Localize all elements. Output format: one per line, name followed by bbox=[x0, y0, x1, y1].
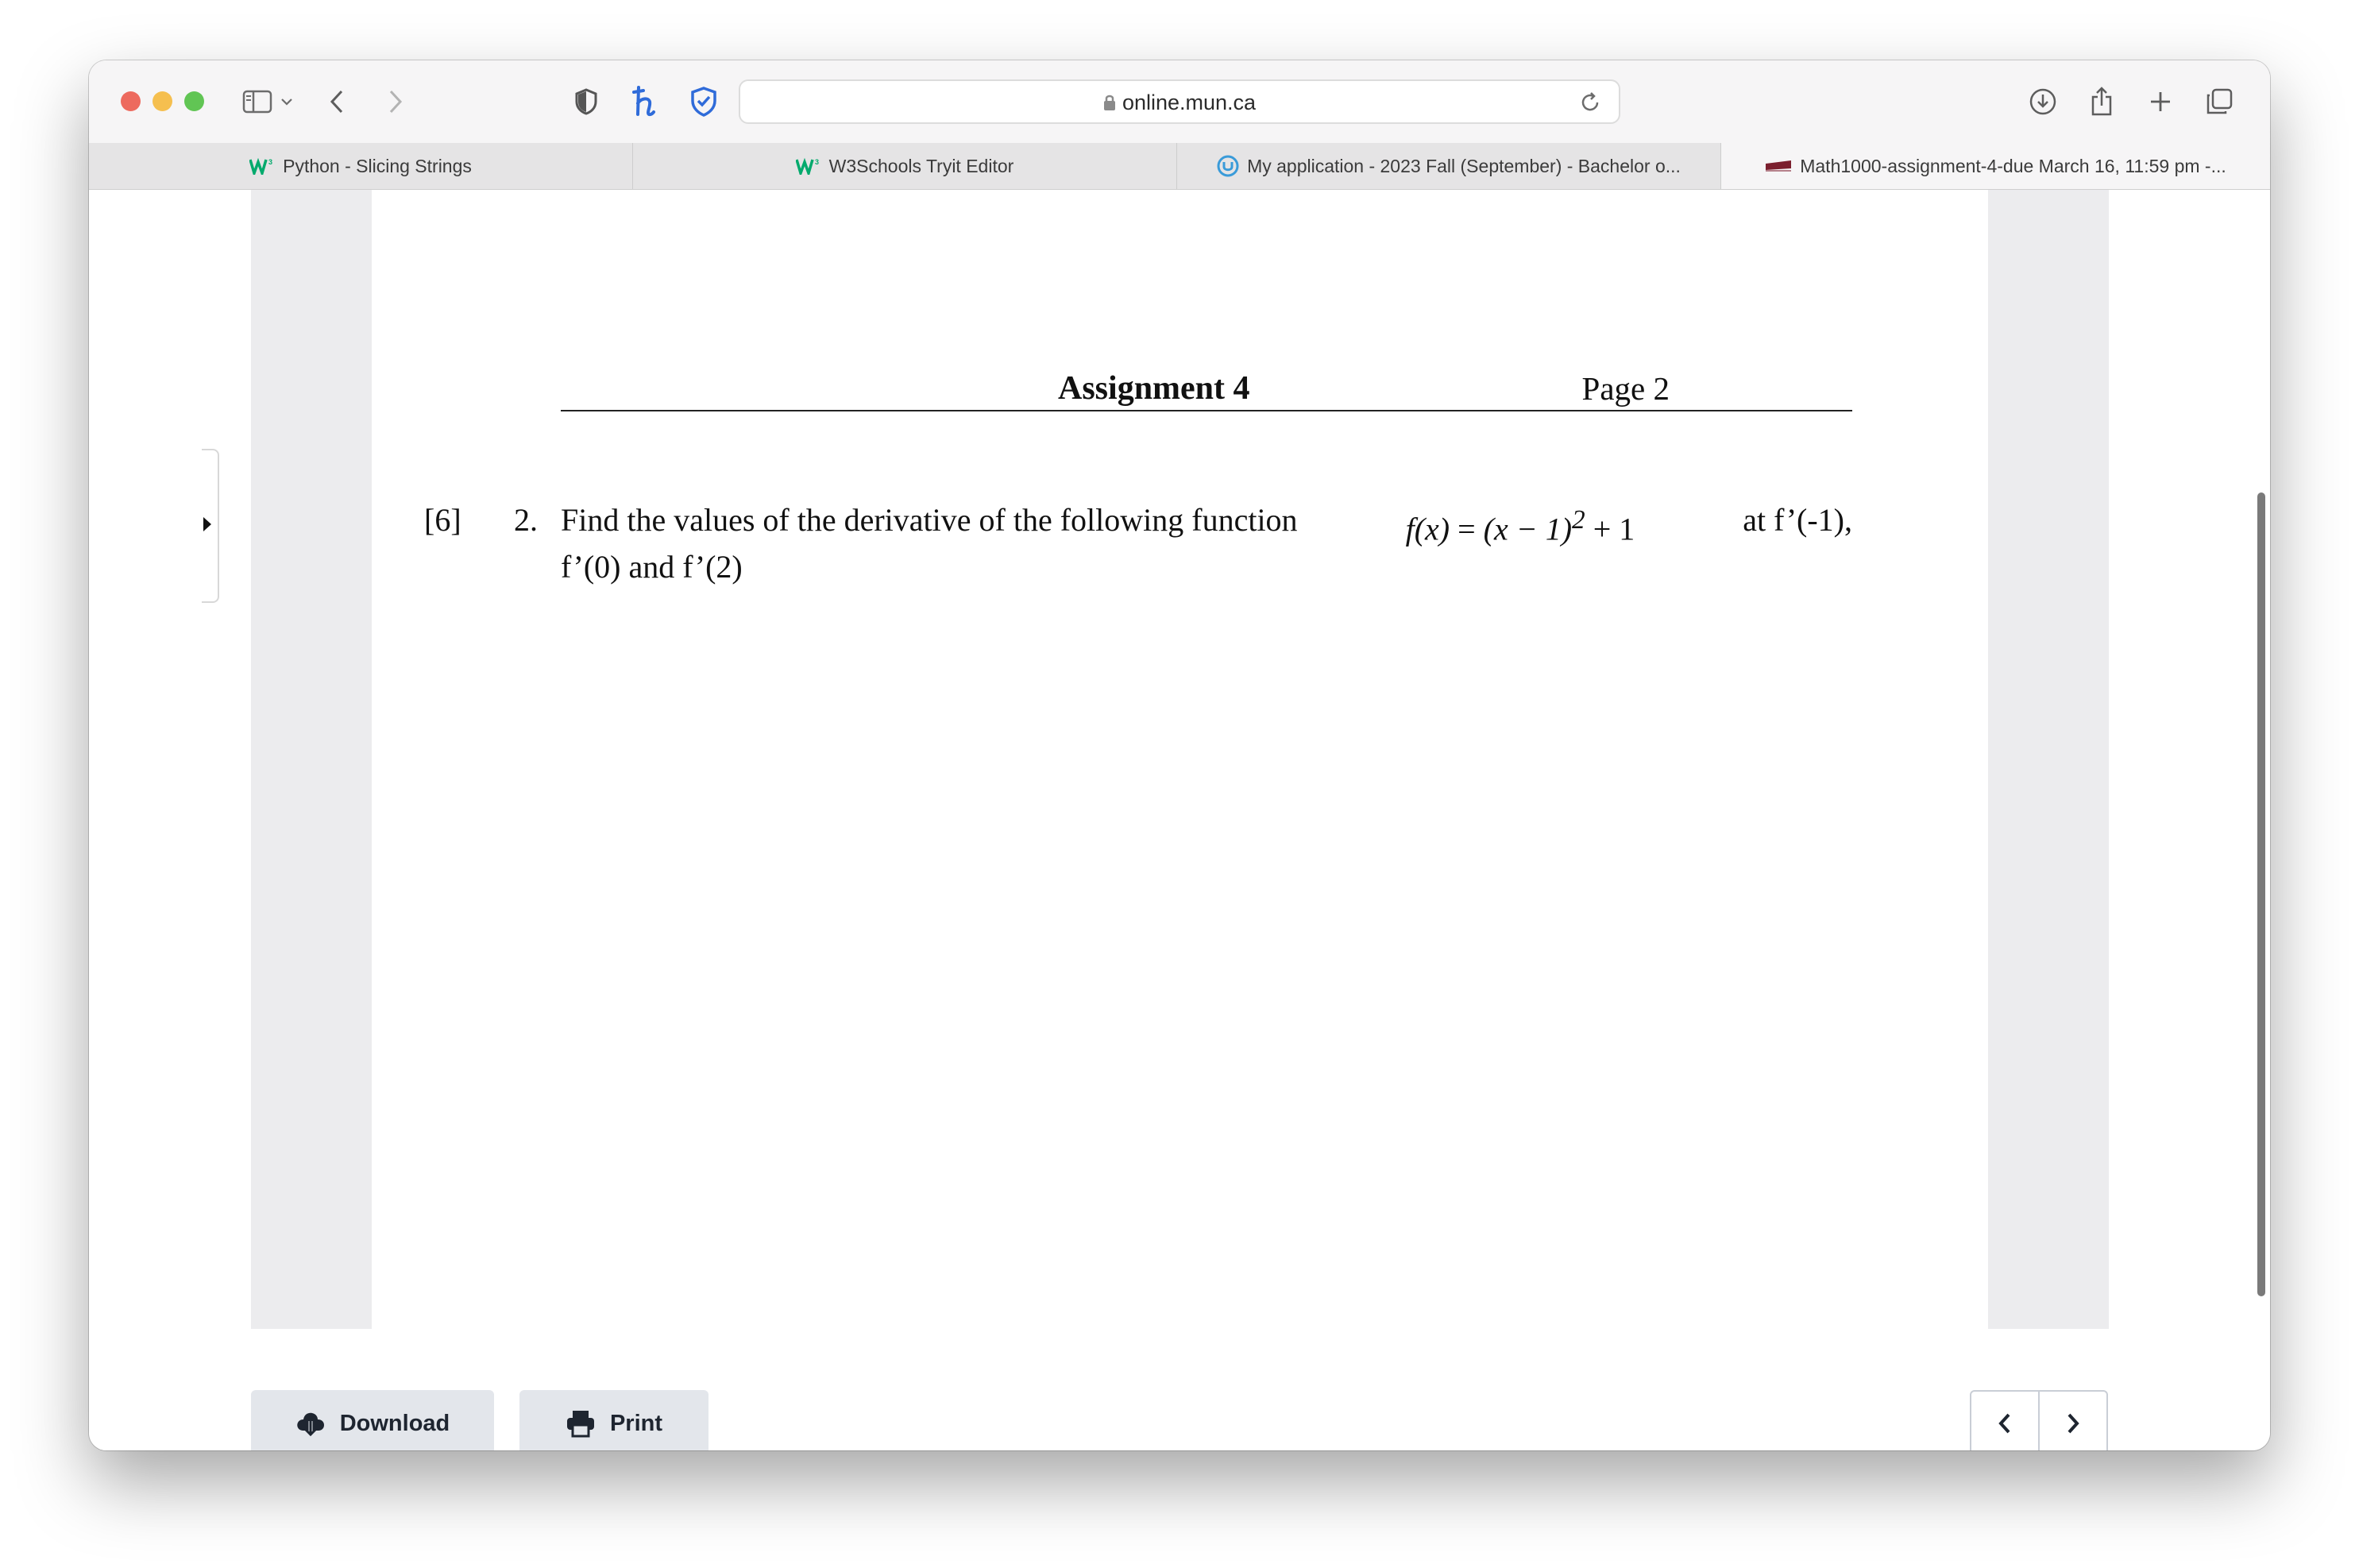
lock-icon bbox=[1103, 92, 1116, 117]
mun-logo-icon bbox=[1765, 159, 1792, 173]
tab-bar bbox=[89, 143, 2270, 190]
url-text bbox=[740, 91, 1619, 117]
print-label: Print bbox=[609, 1410, 663, 1436]
url-label: online.mun.ca bbox=[1122, 91, 1257, 114]
formula-exponent: 2 bbox=[1572, 505, 1585, 535]
printer-icon bbox=[566, 1409, 596, 1438]
vertical-scrollbar[interactable] bbox=[2257, 492, 2265, 1296]
w3schools-icon bbox=[249, 157, 275, 175]
forward-icon[interactable] bbox=[378, 84, 413, 119]
question-line-1 bbox=[561, 501, 1852, 548]
next-page-button[interactable] bbox=[2038, 1392, 2106, 1450]
share-icon[interactable] bbox=[2084, 84, 2119, 119]
download-button[interactable] bbox=[251, 1390, 494, 1450]
tab-label: Python - Slicing Strings bbox=[283, 155, 472, 176]
browser-window bbox=[89, 60, 2270, 1450]
tab-label: W3Schools Tryit Editor bbox=[828, 155, 1014, 176]
previous-page-button[interactable] bbox=[1971, 1392, 2038, 1450]
header-rule bbox=[561, 410, 1852, 411]
password-shield-icon[interactable] bbox=[686, 84, 721, 119]
pdf-viewer bbox=[89, 190, 2270, 1450]
question-marks: [6] bbox=[424, 502, 461, 538]
document-title: Assignment 4 bbox=[1058, 370, 1250, 407]
svg-text:3: 3 bbox=[268, 158, 273, 166]
tab-my-application[interactable] bbox=[1177, 143, 1721, 189]
question-line-1-end: at f’(-1), bbox=[1743, 502, 1852, 538]
sidebar-toggle-icon[interactable] bbox=[240, 84, 275, 119]
cloud-download-icon bbox=[295, 1410, 326, 1437]
w3schools-icon bbox=[796, 157, 821, 175]
privacy-shield-icon[interactable] bbox=[569, 84, 604, 119]
browser-toolbar bbox=[89, 60, 2270, 144]
formula-base: (x − 1) bbox=[1483, 511, 1573, 547]
tab-math1000-assignment[interactable] bbox=[1721, 143, 2270, 189]
new-tab-icon[interactable] bbox=[2143, 84, 2178, 119]
tab-w3schools-tryit-editor[interactable] bbox=[633, 143, 1177, 189]
formula-tail: + 1 bbox=[1593, 511, 1635, 547]
chevron-right-icon bbox=[2066, 1412, 2080, 1435]
document-page-label: Page 2 bbox=[1581, 370, 1670, 407]
question-formula: $f(x) = (x - 1)^2 + 1$ bbox=[1405, 505, 1635, 547]
question-number: 2. bbox=[514, 502, 538, 538]
caret-right-icon bbox=[203, 517, 211, 531]
downloads-icon[interactable] bbox=[2025, 84, 2060, 119]
page-gutter-left bbox=[251, 190, 372, 1329]
application-portal-icon bbox=[1217, 155, 1239, 177]
chevron-left-icon bbox=[1998, 1412, 2012, 1435]
svg-text:3: 3 bbox=[814, 158, 819, 166]
formula-lhs: f(x) bbox=[1405, 511, 1450, 547]
sidebar-expand-button[interactable] bbox=[202, 449, 219, 603]
question-prompt: Find the values of the derivative of the following function bbox=[561, 502, 1298, 538]
address-bar[interactable] bbox=[739, 79, 1620, 124]
question-line-2: f’(0) and f’(2) bbox=[561, 549, 743, 585]
back-icon[interactable] bbox=[319, 84, 354, 119]
minimize-window-button[interactable] bbox=[153, 91, 172, 111]
tab-label: Math1000-assignment-4-due March 16, 11:59 pm -... bbox=[1800, 155, 2226, 176]
page-gutter-right bbox=[1988, 190, 2109, 1329]
chevron-down-icon[interactable] bbox=[276, 84, 297, 119]
close-window-button[interactable] bbox=[121, 91, 141, 111]
download-label: Download bbox=[339, 1410, 450, 1436]
tab-python-slicing-strings[interactable] bbox=[89, 143, 633, 189]
honey-extension-icon[interactable] bbox=[627, 84, 662, 119]
print-button[interactable] bbox=[519, 1390, 708, 1450]
zoom-window-button[interactable] bbox=[184, 91, 204, 111]
question-text bbox=[561, 501, 1852, 586]
tab-label: My application - 2023 Fall (September) - Bachelor o... bbox=[1247, 155, 1681, 176]
tab-overview-icon[interactable] bbox=[2202, 84, 2237, 119]
reload-icon[interactable] bbox=[1579, 91, 1601, 118]
page-navigation bbox=[1970, 1390, 2108, 1450]
